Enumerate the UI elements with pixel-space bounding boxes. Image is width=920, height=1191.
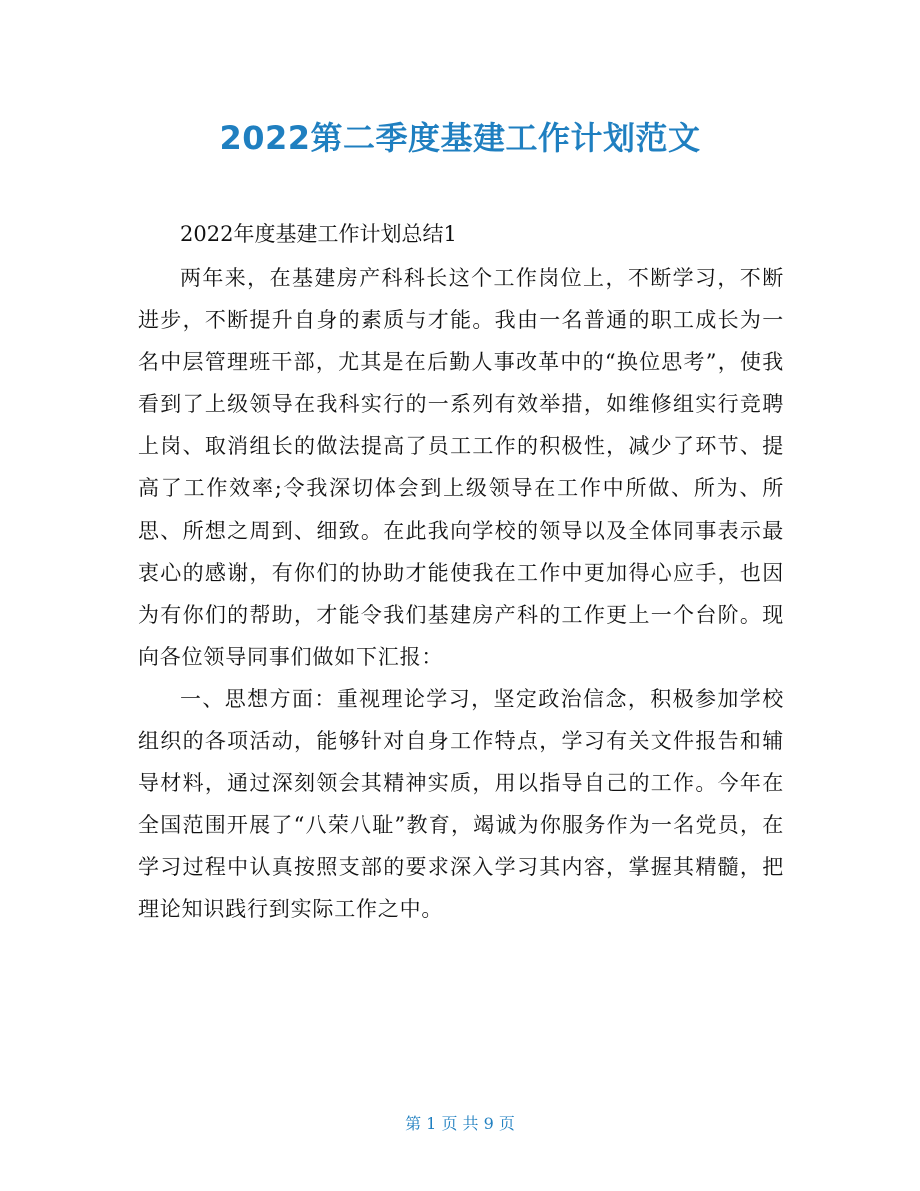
section-subtitle: 2022年度基建工作计划总结1 (180, 222, 457, 246)
paragraph-intro: 两年来，在基建房产科科长这个工作岗位上，不断学习，不断进步，不断提升自身的素质与才能。我由一名普通的职工成长为一名中层管理班干部，尤其是在后勤人事改革中的“换位思考”，使我看到了上级领导在我科实行的一系列有效举措，如维修组实行竞聘上岗、取消组长的做法提高了员工工作的积极性，减少了环节、提高了工作效率;令我深切体会到上级领导在工作中所做、所为、所思、所想之周到、细致。在此我向学校的领导以及全体同事表示最衷心的感谢，有你们的协助才能使我在工作中更加得心应手，也因为有你们的帮助，才能令我们基建房产科的工作更上一个台阶。现向各位领导同事们做如下汇报： (138, 266, 784, 669)
paragraph-ideology: 一、思想方面：重视理论学习，坚定政治信念，积极参加学校组织的各项活动，能够针对自身工作特点，学习有关文件报告和辅导材料，通过深刻领会其精神实质，用以指导自己的工作。今年在全国范围开展了“八荣八耻”教育，竭诚为你服务作为一名党员，在学习过程中认真按照支部的要求深入学习其内容，掌握其精髓，把理论知识践行到实际工作之中。 (138, 686, 784, 922)
document-title: 2022第二季度基建工作计划范文 (219, 119, 701, 157)
page-number-footer: 第 1 页 共 9 页 (405, 1114, 515, 1133)
document-body (138, 213, 784, 931)
